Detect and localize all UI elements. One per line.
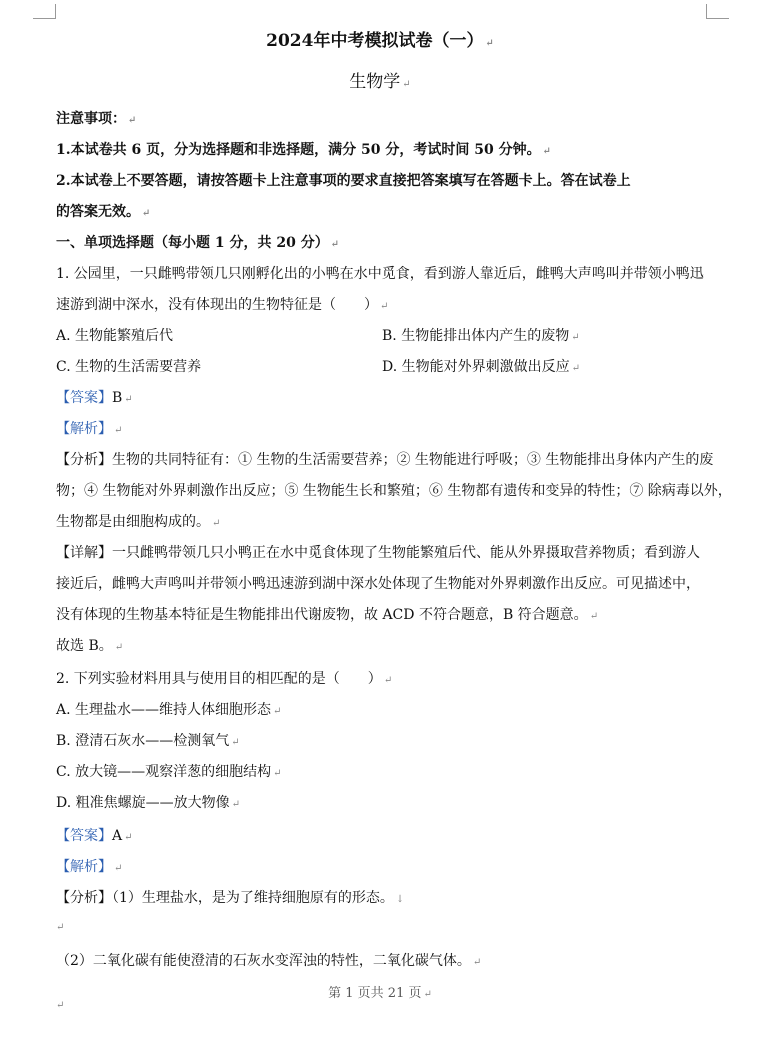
section-heading: 一、单项选择题（每小题 1 分，共 20 分） ↵ [56,235,340,251]
q2-option-b: B. 澄清石灰水——检测氧气 ↵ [56,733,240,749]
q1-options-row-2 [56,356,720,378]
exam-subject: 生物学 ↵ [349,72,411,92]
q2-option-c: C. 放大镜——观察洋葱的细胞结构 ↵ [56,764,282,780]
crop-mark-top-right [706,4,729,19]
exam-title: 2024年中考模拟试卷（一） ↵ [266,31,494,51]
q1-answer: 【答案】B ↵ [56,390,133,406]
q2-fenxi-1: 【分析】（1）生理盐水，是为了维持细胞原有的形态。 ↓ [56,890,405,906]
q1-conclusion: 故选 B。 ↵ [56,638,124,654]
q2-answer: 【答案】A ↵ [56,828,133,844]
q1-fenxi-line-2: 物；④ 生物能对外界刺激作出反应；⑤ 生物能生长和繁殖；⑥ 生物都有遗传和变异的特性；⑦ 除病毒以外， [56,483,732,499]
q1-fenxi-line-1: 【分析】生物的共同特征有：① 生物的生活需要营养；② 生物能进行呼吸；③ 生物能排出身体内产生的废 [56,452,714,468]
q2-option-d: D. 粗准焦螺旋——放大物像 ↵ [56,795,241,811]
paragraph-mark: ↵ [56,922,65,933]
q1-stem-line-1: 1. 公园里，一只雌鸭带领几只刚孵化出的小鸭在水中觅食，看到游人靠近后，雌鸭大声鸣叫并带领小鸭迅 [56,266,704,282]
q1-option-d: D. 生物能对外界刺激做出反应 ↵ [382,359,581,375]
q1-options-row-1 [56,325,720,347]
notice-heading: 注意事项： ↵ [56,111,137,127]
q1-option-b: B. 生物能排出体内产生的废物 ↵ [382,328,580,344]
q1-detail-line-1: 【详解】一只雌鸭带领几只小鸭正在水中觅食体现了生物能繁殖后代、能从外界摄取营养物质；看到游人 [56,545,700,561]
q2-option-a: A. 生理盐水——维持人体细胞形态 ↵ [56,702,282,718]
q1-stem-line-2: 速游到湖中深水，没有体现出的生物特征是（ ） ↵ [56,297,389,313]
q1-detail-line-3: 没有体现的生物基本特征是生物能排出代谢废物，故 ACD 不符合题意，B 符合题意。 ↵ [56,607,599,623]
crop-mark-top-left [33,4,56,19]
q2-fenxi-2: （2）二氧化碳有能使澄清的石灰水变浑浊的特性，二氧化碳气体。 ↵ [56,953,482,969]
notice-item-2-line-1: 2.本试卷上不要答题，请按答题卡上注意事项的要求直接把答案填写在答题卡上。答在试卷上 [56,173,631,189]
q1-option-a: A. 生物能繁殖后代 [56,328,174,344]
q1-option-c: C. 生物的生活需要营养 [56,359,202,375]
q2-stem: 2. 下列实验材料用具与使用目的相匹配的是（ ） ↵ [56,671,393,687]
notice-item-1: 1.本试卷共 6 页，分为选择题和非选择题，满分 50 分，考试时间 50 分钟。 ↵ [56,142,551,158]
page-footer: 第 1 页共 21 页 ↵ [328,986,432,1001]
q1-analysis-tag: 【解析】 ↵ [56,421,123,437]
q1-fenxi-line-3: 生物都是由细胞构成的。 ↵ [56,514,221,530]
notice-item-2-line-2: 的答案无效。 ↵ [56,204,151,220]
paragraph-mark-end: ↵ [56,1000,65,1011]
q2-analysis-tag: 【解析】 ↵ [56,859,123,875]
q1-detail-line-2: 接近后，雌鸭大声鸣叫并带领小鸭迅速游到湖中深水处体现了生物能对外界刺激作出反应。可见描述中， [56,576,700,592]
